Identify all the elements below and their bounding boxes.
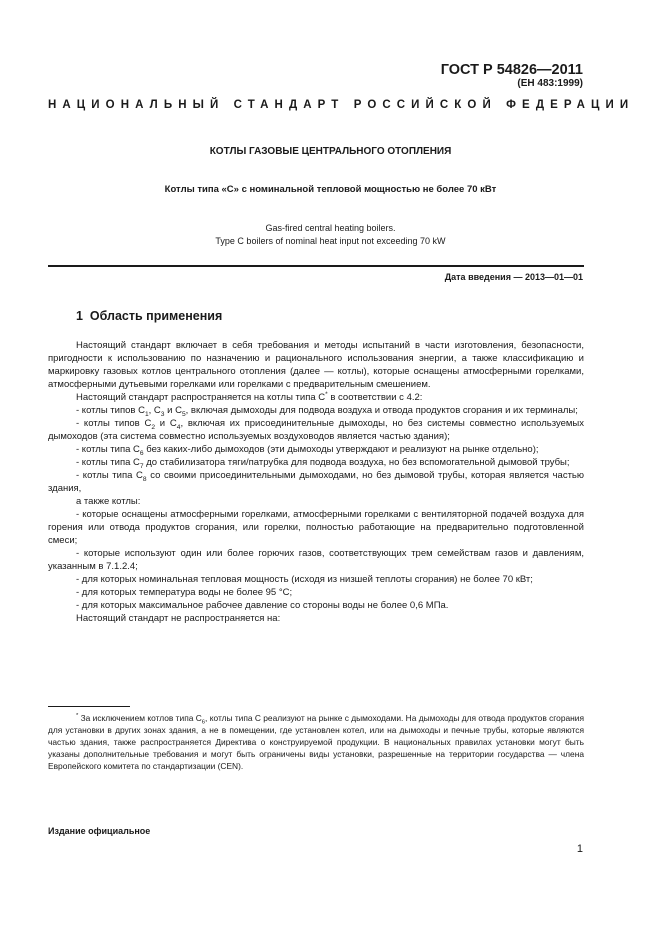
english-title xyxy=(0,222,661,248)
subscript: 2 xyxy=(151,423,156,431)
header-divider xyxy=(48,265,584,267)
document-title: КОТЛЫ ГАЗОВЫЕ ЦЕНТРАЛЬНОГО ОТОПЛЕНИЯ xyxy=(209,146,452,157)
introduction-date: Дата введения — 2013—01—01 xyxy=(444,272,583,282)
text-run: в соответствии с 4.2: xyxy=(327,392,423,403)
document-code: ГОСТ Р 54826—2011 xyxy=(440,62,583,78)
list-item xyxy=(48,456,584,469)
english-title-line-1: Gas-fired central heating boilers. xyxy=(265,223,396,233)
subscript: 5 xyxy=(181,410,186,418)
text-run: - котлы типов С xyxy=(76,405,145,416)
paragraph-applies xyxy=(48,391,584,404)
list-item: - для которых номинальная тепловая мощность (исходя из низшей теплоты сгорания) не более 70 кВт; xyxy=(76,574,533,585)
body-text xyxy=(48,339,584,625)
footnote-text xyxy=(48,712,584,772)
text-run: - котлы типа С xyxy=(76,444,140,455)
subscript: 1 xyxy=(144,410,149,418)
official-edition-label: Издание официальное xyxy=(48,826,151,836)
subscript: 7 xyxy=(139,462,144,470)
text-run: до стабилизатора тяги/патрубка для подвода воздуха, но без вспомогательной дымовой трубы; xyxy=(143,457,570,468)
text-run: Настоящий стандарт распространяется на котлы типа С xyxy=(76,392,326,403)
text-run: За исключением котлов типа С xyxy=(78,713,202,723)
text-run: , котлы типа С реализуют на рынке с дымоходами. На дымоходы для отвода продуктов сгорания для установки в других зонах здания, а не в помещении, где установлен котел, или на дымоходы и печные трубы, которые являются частью здания, также распространяется Директива о конструируемой продукции. В национальных правилах установки могут быть указаны дополнительные требования и могут быть ограничены виды установки, разрешенные на территории государства — члена Европейского комитета по стандартизации (CEN). xyxy=(48,713,584,771)
footnote-mark: * xyxy=(76,713,79,720)
national-standard-heading: НАЦИОНАЛЬНЫЙ СТАНДАРТ РОССИЙСКОЙ ФЕДЕРАЦИИ xyxy=(48,99,635,111)
list-item: - которые используют один или более горючих газов, соответствующих трем семействам газов и давлениям, указанным в 7.1.2.4; xyxy=(48,548,584,572)
text-run: - котлы типа С xyxy=(76,470,143,481)
paragraph-also: а также котлы: xyxy=(76,496,141,507)
text-run: , включая их присоединительные дымоходы, но без системы совместно используемых дымоходов (эта система совместно используемых воздуховодов является частью здания); xyxy=(48,418,585,442)
subscript: 6 xyxy=(201,719,206,726)
list-item: - которые оснащены атмосферными горелками, атмосферными горелками с вентиляторной подачей воздуха для горения или отвода продуктов сгорания, или горелки, полностью работающие на предварительно подготовленной смеси; xyxy=(48,509,584,546)
paragraph-scope: Настоящий стандарт включает в себя требования и методы испытаний в части изготовления, безопасности, пригодности к использованию по назначению и рационального использования энергии, а также классификацию и маркировку газовых котлов центрального отопления (далее — котлы), которые оснащены атмосферными горелками, атмосферными дутьевыми горелками или горелками с предварительным смешением. xyxy=(48,340,584,390)
footnote-divider xyxy=(48,706,130,707)
text-run: - котлы типов С xyxy=(76,418,152,429)
paragraph-not-applies: Настоящий стандарт не распространяется на: xyxy=(76,613,281,624)
footnote xyxy=(48,712,584,772)
text-run: , включая дымоходы для подвода воздуха и отвода продуктов сгорания и их терминалы; xyxy=(185,405,578,416)
text-run: , С xyxy=(148,405,161,416)
document-subtitle: Котлы типа «С» с номинальной тепловой мощностью не более 70 кВт xyxy=(164,184,497,195)
subscript: 3 xyxy=(160,410,165,418)
page-number: 1 xyxy=(576,843,583,855)
en-reference: (ЕН 483:1999) xyxy=(517,78,583,89)
footnote-mark: * xyxy=(325,390,328,398)
subscript: 4 xyxy=(176,423,181,431)
section-title: Область применения xyxy=(89,309,223,323)
list-item xyxy=(48,417,584,443)
list-item xyxy=(48,469,584,495)
text-run: - котлы типа С xyxy=(76,457,140,468)
section-number: 1 xyxy=(76,309,83,323)
text-run: со своими присоединительными дымоходами, но без дымовой трубы, которая является частью здания, xyxy=(48,470,585,494)
text-run: и С xyxy=(164,405,182,416)
english-title-line-2: Type C boilers of nominal heat input not exceeding 70 kW xyxy=(215,236,446,246)
text-run: и С xyxy=(155,418,177,429)
list-item xyxy=(48,443,584,456)
section-heading xyxy=(76,309,222,323)
list-item: - для которых температура воды не более 95 °С; xyxy=(76,587,293,598)
subscript: 8 xyxy=(142,475,147,483)
text-run: без каких-либо дымоходов (эти дымоходы утверждают и реализуют на рынке отдельно); xyxy=(143,444,539,455)
list-item xyxy=(48,404,584,417)
list-item: - для которых максимальное рабочее давление со стороны воды не более 0,6 МПа. xyxy=(76,600,449,611)
subscript: 6 xyxy=(139,449,144,457)
